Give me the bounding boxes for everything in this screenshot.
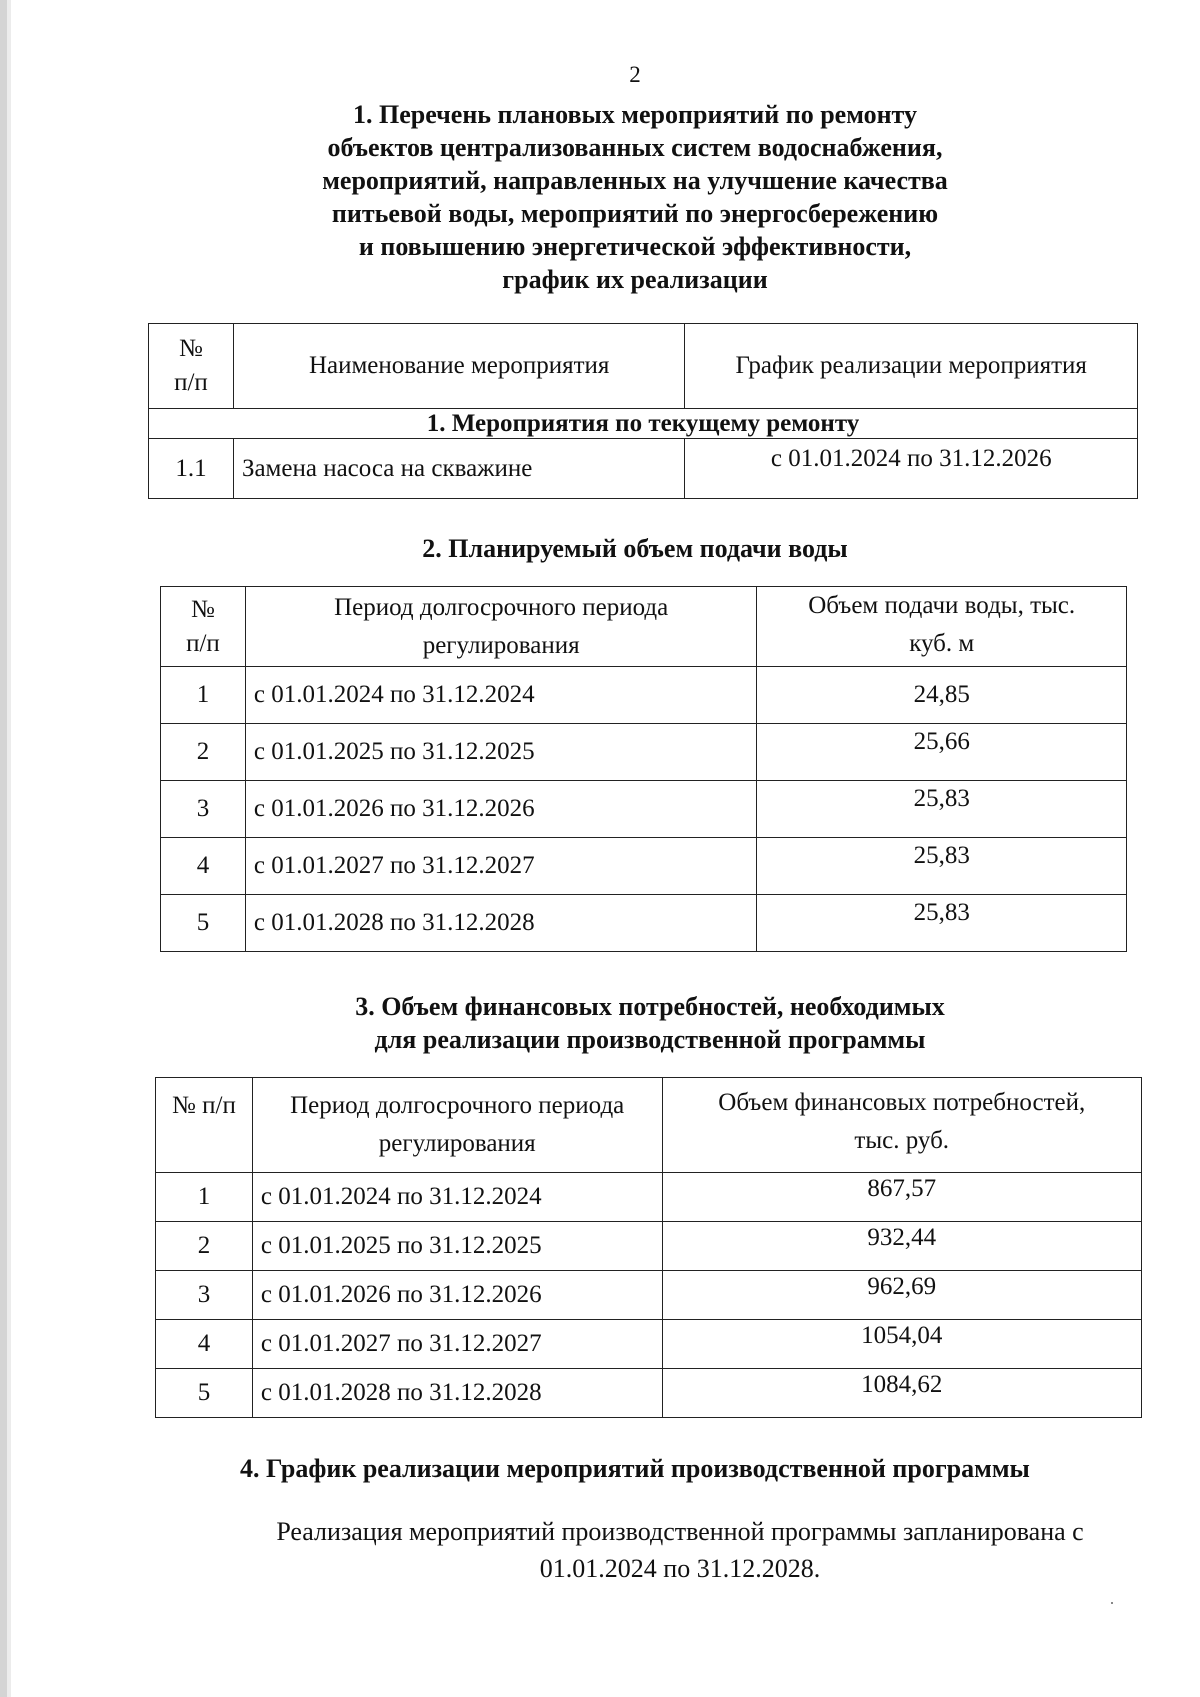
table-row	[161, 838, 1127, 895]
section4-title: 4. График реализации мероприятий производственной программы	[240, 1454, 1030, 1483]
cell-amount: 962,69	[662, 1271, 1142, 1320]
cell-period: с 01.01.2025 по 31.12.2025	[245, 724, 756, 781]
table-header-row	[156, 1078, 1142, 1173]
section2-title: 2. Планируемый объем подачи воды	[422, 534, 848, 563]
cell-volume: 24,85	[757, 667, 1127, 724]
table-row	[156, 1369, 1142, 1418]
cell-period: с 01.01.2028 по 31.12.2028	[252, 1369, 662, 1418]
scan-edge-shadow-light	[7, 0, 11, 1697]
cell-volume: 25,83	[757, 838, 1127, 895]
table-header-row	[149, 324, 1138, 409]
section3-title-line: для реализации производственной программы	[374, 1025, 926, 1054]
scan-speck	[1111, 1602, 1113, 1604]
cell-number: 2	[156, 1222, 253, 1271]
cell-number: 2	[161, 724, 246, 781]
section1-title-line: 1. Перечень плановых мероприятий по ремонту	[353, 100, 917, 129]
page-number: 2	[629, 62, 641, 87]
cell-number: 4	[161, 838, 246, 895]
table-row	[156, 1271, 1142, 1320]
cell-period: с 01.01.2024 по 31.12.2024	[245, 667, 756, 724]
section4-text	[220, 1513, 1140, 1587]
table-subheader-row	[149, 409, 1138, 439]
column-header-period: Период долгосрочного периода регулирования	[245, 587, 756, 667]
section3-title	[150, 990, 1150, 1056]
section4-text-line: 01.01.2024 по 31.12.2028.	[539, 1554, 821, 1583]
table-header-row	[161, 587, 1127, 667]
column-header-volume: Объем подачи воды, тыс. куб. м	[757, 587, 1127, 667]
section1-title-line: и повышению энергетической эффективности,	[358, 232, 912, 261]
section4-text-line: Реализация мероприятий производственной программы запланирована с	[276, 1517, 1084, 1546]
financial-needs-table	[155, 1077, 1142, 1418]
activities-table	[148, 323, 1138, 499]
table-row	[156, 1222, 1142, 1271]
cell-amount: 932,44	[662, 1222, 1142, 1271]
cell-period: с 01.01.2027 по 31.12.2027	[245, 838, 756, 895]
cell-period: с 01.01.2026 по 31.12.2026	[252, 1271, 662, 1320]
section1-title-line: питьевой воды, мероприятий по энергосбережению	[331, 199, 939, 228]
cell-schedule: с 01.01.2024 по 31.12.2026	[685, 439, 1138, 499]
cell-volume: 25,83	[757, 781, 1127, 838]
cell-period: с 01.01.2028 по 31.12.2028	[245, 895, 756, 952]
section1-title-line: график их реализации	[502, 265, 768, 294]
section1-title-line: мероприятий, направленных на улучшение качества	[322, 166, 948, 195]
cell-period: с 01.01.2024 по 31.12.2024	[252, 1173, 662, 1222]
table-row	[156, 1320, 1142, 1369]
cell-volume: 25,66	[757, 724, 1127, 781]
cell-period: с 01.01.2026 по 31.12.2026	[245, 781, 756, 838]
cell-number: 1.1	[149, 439, 234, 499]
table-row	[161, 724, 1127, 781]
cell-period: с 01.01.2025 по 31.12.2025	[252, 1222, 662, 1271]
section1-title	[150, 98, 1120, 296]
cell-volume: 25,83	[757, 895, 1127, 952]
cell-number: 3	[161, 781, 246, 838]
table-row	[149, 439, 1138, 499]
cell-number: 1	[156, 1173, 253, 1222]
column-header-name: Наименование мероприятия	[233, 324, 685, 409]
table-row	[156, 1173, 1142, 1222]
table-row	[161, 781, 1127, 838]
water-supply-table	[160, 586, 1127, 952]
column-header-schedule: График реализации мероприятия	[685, 324, 1138, 409]
column-header-period: Период долгосрочного периода регулирования	[252, 1078, 662, 1173]
section3-title-line: 3. Объем финансовых потребностей, необходимых	[355, 992, 945, 1021]
cell-number: 4	[156, 1320, 253, 1369]
cell-period: с 01.01.2027 по 31.12.2027	[252, 1320, 662, 1369]
column-header-number: № п/п	[156, 1078, 253, 1173]
cell-number: 3	[156, 1271, 253, 1320]
cell-number: 5	[156, 1369, 253, 1418]
section1-title-line: объектов централизованных систем водоснабжения,	[327, 133, 943, 162]
table-row	[161, 895, 1127, 952]
column-header-number: № п/п	[161, 587, 246, 667]
cell-activity-name: Замена насоса на скважине	[233, 439, 685, 499]
scan-edge-shadow	[0, 0, 7, 1697]
column-header-number: № п/п	[149, 324, 234, 409]
cell-number: 1	[161, 667, 246, 724]
subheader-current-repair: 1. Мероприятия по текущему ремонту	[149, 409, 1138, 439]
column-header-financial: Объем финансовых потребностей, тыс. руб.	[662, 1078, 1142, 1173]
cell-amount: 1084,62	[662, 1369, 1142, 1418]
cell-amount: 1054,04	[662, 1320, 1142, 1369]
cell-number: 5	[161, 895, 246, 952]
cell-amount: 867,57	[662, 1173, 1142, 1222]
table-row	[161, 667, 1127, 724]
